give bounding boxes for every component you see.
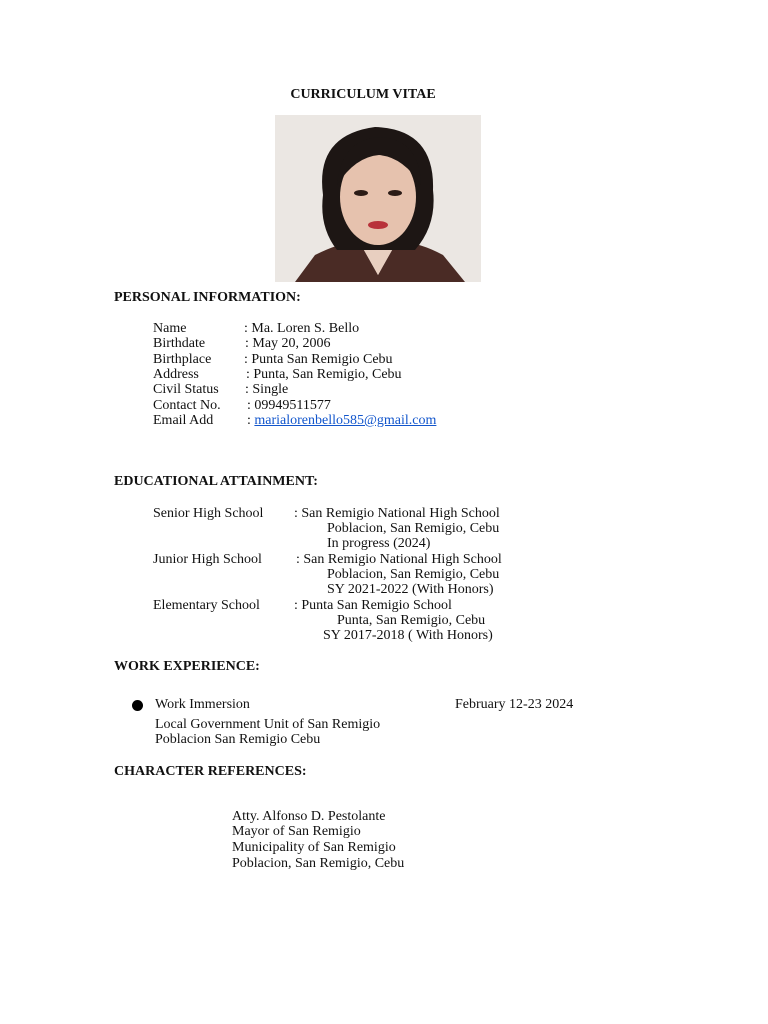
civil-status-label: Civil Status [153,382,219,397]
senior-high-status: In progress (2024) [327,536,431,551]
junior-high-label: Junior High School [153,552,262,567]
reference-name: Atty. Alfonso D. Pestolante [232,809,386,824]
email-row [247,413,436,429]
contact-value: : 09949511577 [247,398,331,413]
reference-office: Municipality of San Remigio [232,840,396,855]
junior-high-school: : San Remigio National High School [296,552,502,567]
character-references-heading: CHARACTER REFERENCES: [114,764,307,779]
work-title: Work Immersion [155,697,250,712]
senior-high-school: : San Remigio National High School [294,506,500,521]
birthdate-value: : May 20, 2006 [245,336,331,351]
work-experience-heading: WORK EXPERIENCE: [114,659,260,674]
profile-photo [275,115,481,282]
birthdate-label: Birthdate [153,336,206,351]
junior-high-place: Poblacion, San Remigio, Cebu [327,567,500,582]
address-value: : Punta, San Remigio, Cebu [246,367,402,382]
work-organization: Local Government Unit of San Remigio [155,717,381,732]
contact-label: Contact No. [153,398,221,413]
document-title: CURRICULUM VITAE [290,87,436,102]
reference-position: Mayor of San Remigio [232,824,361,839]
name-label: Name [153,321,187,336]
senior-high-place: Poblacion, San Remigio, Cebu [327,521,500,536]
birthplace-value: : Punta San Remigio Cebu [244,352,393,367]
name-value: : Ma. Loren S. Bello [244,321,360,336]
birthplace-label: Birthplace [153,352,212,367]
bullet-icon [132,700,143,711]
email-prefix: : [247,413,255,428]
elementary-status: SY 2017-2018 ( With Honors) [323,628,493,643]
email-link[interactable]: marialorenbello585@gmail.com [254,413,437,428]
elementary-place: Punta, San Remigio, Cebu [337,613,486,628]
junior-high-status: SY 2021-2022 (With Honors) [327,582,494,597]
address-label: Address [153,367,199,382]
senior-high-label: Senior High School [153,506,264,521]
work-date: February 12-23 2024 [455,697,574,712]
personal-information-heading: PERSONAL INFORMATION: [114,290,301,305]
work-place: Poblacion San Remigio Cebu [155,732,321,747]
elementary-label: Elementary School [153,598,260,613]
email-label: Email Add [153,413,214,428]
civil-status-value: : Single [245,382,289,397]
reference-address: Poblacion, San Remigio, Cebu [232,856,405,871]
education-heading: EDUCATIONAL ATTAINMENT: [114,474,318,489]
elementary-school: : Punta San Remigio School [294,598,452,613]
